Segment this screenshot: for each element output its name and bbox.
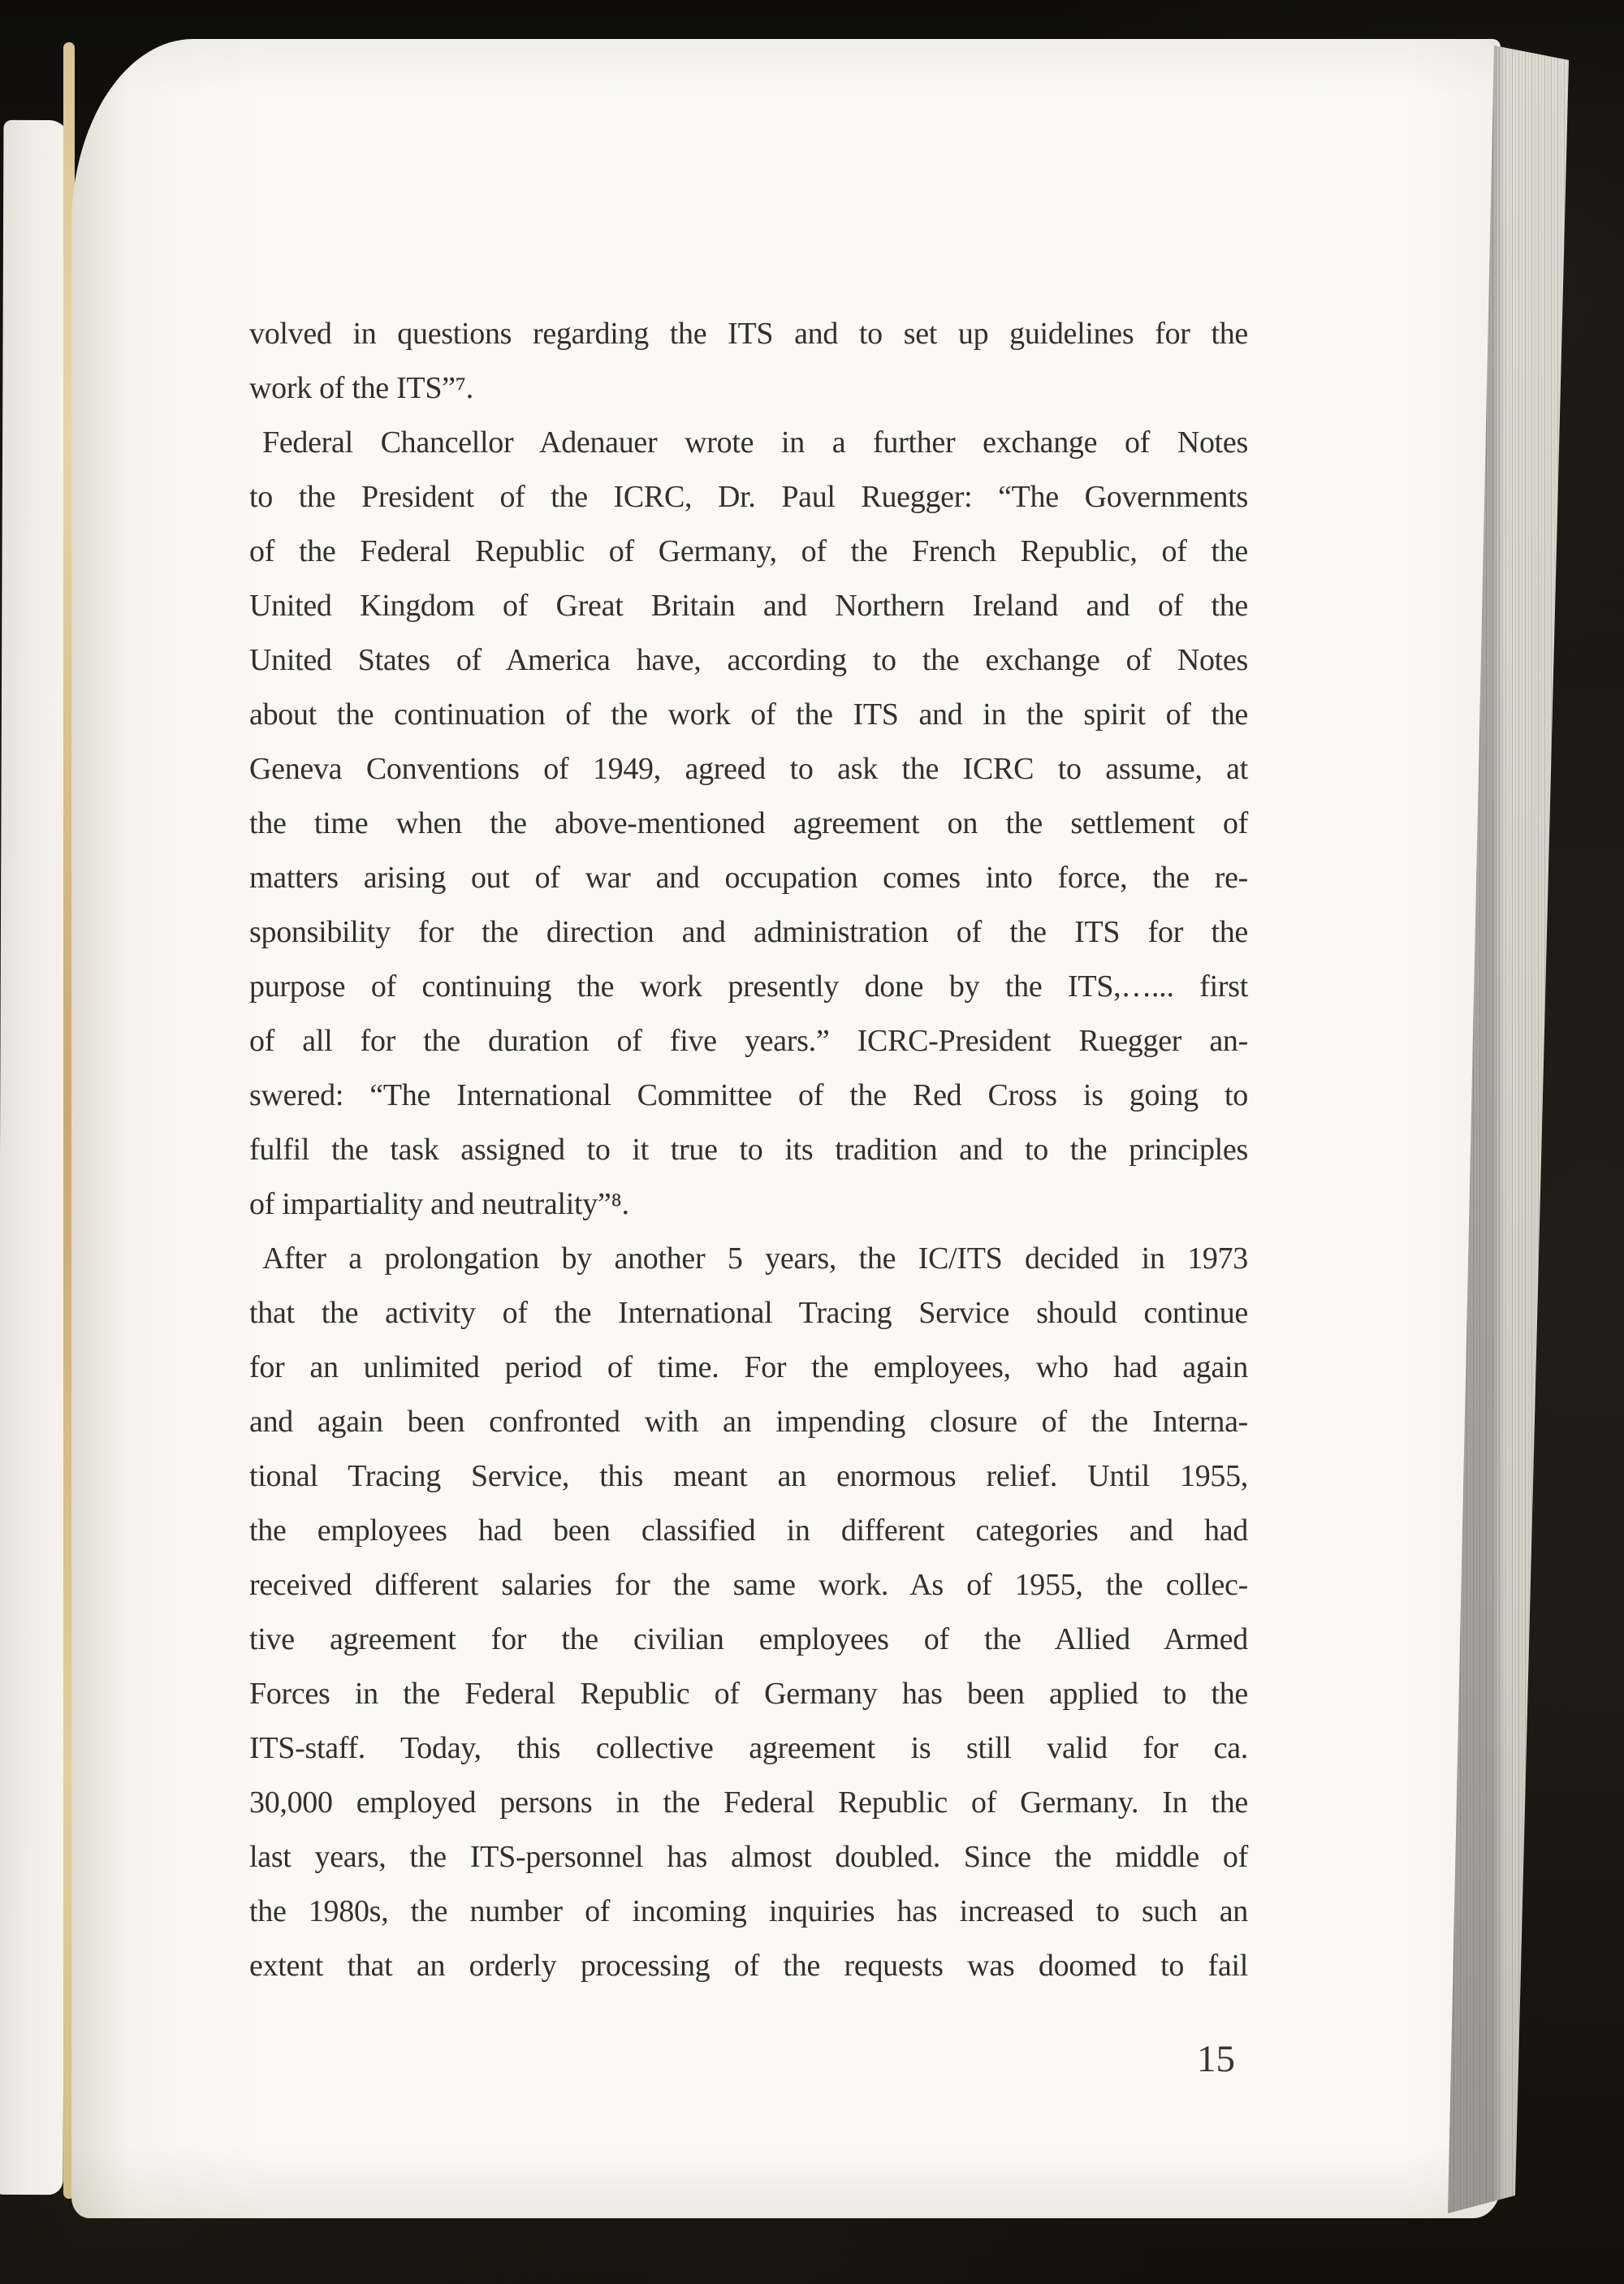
- text-line: Federal Chancellor Adenauer wrote in a further exchange of Notes: [262, 425, 1248, 460]
- text-line: United Kingdom of Great Britain and Northern Ireland and of the: [249, 589, 1248, 623]
- text-line: fulfil the task assigned to it true to its tradition and to the principles: [249, 1133, 1248, 1167]
- text-line: After a prolongation by another 5 years, the IC/ITS decided in 1973: [262, 1241, 1248, 1276]
- text-line: extent that an orderly processing of the requests was doomed to fail: [249, 1949, 1248, 1983]
- text-line: Forces in the Federal Republic of Germany has been applied to the: [249, 1677, 1248, 1711]
- text-line: purpose of continuing the work presently done by the ITS,…... first: [249, 969, 1248, 1004]
- text-line: volved in questions regarding the ITS and to set up guidelines for the: [249, 317, 1248, 351]
- text-line: that the activity of the International Tracing Service should continue: [249, 1296, 1248, 1330]
- paragraph: [249, 416, 1248, 1232]
- text-line: United States of America have, according to the exchange of Notes: [249, 643, 1248, 677]
- text-line: last years, the ITS-personnel has almost doubled. Since the middle of: [249, 1840, 1248, 1874]
- text-line: Geneva Conventions of 1949, agreed to ask the ICRC to assume, at: [249, 752, 1248, 786]
- text-line: matters arising out of war and occupation comes into force, the re-: [249, 861, 1248, 895]
- text-line: about the continuation of the work of the ITS and in the spirit of the: [249, 697, 1248, 732]
- text-line: 30,000 employed persons in the Federal Republic of Germany. In the: [249, 1785, 1248, 1820]
- text-line: of the Federal Republic of Germany, of the French Republic, of the: [249, 534, 1248, 568]
- paragraph: [249, 307, 1248, 416]
- text-line: the time when the above-mentioned agreement on the settlement of: [249, 806, 1248, 840]
- text-line: ITS-staff. Today, this collective agreement is still valid for ca.: [249, 1731, 1248, 1765]
- paragraph: [249, 1232, 1248, 1993]
- text-line: received different salaries for the same work. As of 1955, the collec-: [249, 1568, 1248, 1602]
- text-line: the employees had been classified in different categories and had: [249, 1513, 1248, 1548]
- text-line: swered: “The International Committee of the Red Cross is going to: [249, 1078, 1248, 1112]
- page-number: 15: [1197, 2038, 1235, 2080]
- left-page-edge: [0, 120, 70, 2195]
- text-line: the 1980s, the number of incoming inquiries has increased to such an: [249, 1894, 1248, 1928]
- text-line: for an unlimited period of time. For the employees, who had again: [249, 1350, 1248, 1384]
- text-line: and again been confronted with an impending closure of the Interna-: [249, 1405, 1248, 1439]
- page-text: [249, 307, 1248, 1993]
- text-line: tive agreement for the civilian employees of the Allied Armed: [249, 1622, 1248, 1656]
- text-line: tional Tracing Service, this meant an enormous relief. Until 1955,: [249, 1459, 1248, 1493]
- text-line: of impartiality and neutrality”⁸.: [249, 1187, 629, 1221]
- text-line: to the President of the ICRC, Dr. Paul Ruegger: “The Governments: [249, 480, 1248, 514]
- text-line: sponsibility for the direction and administration of the ITS for the: [249, 915, 1248, 949]
- text-line: work of the ITS”⁷.: [249, 371, 473, 405]
- text-line: of all for the duration of five years.” ICRC-President Ruegger an-: [249, 1024, 1248, 1058]
